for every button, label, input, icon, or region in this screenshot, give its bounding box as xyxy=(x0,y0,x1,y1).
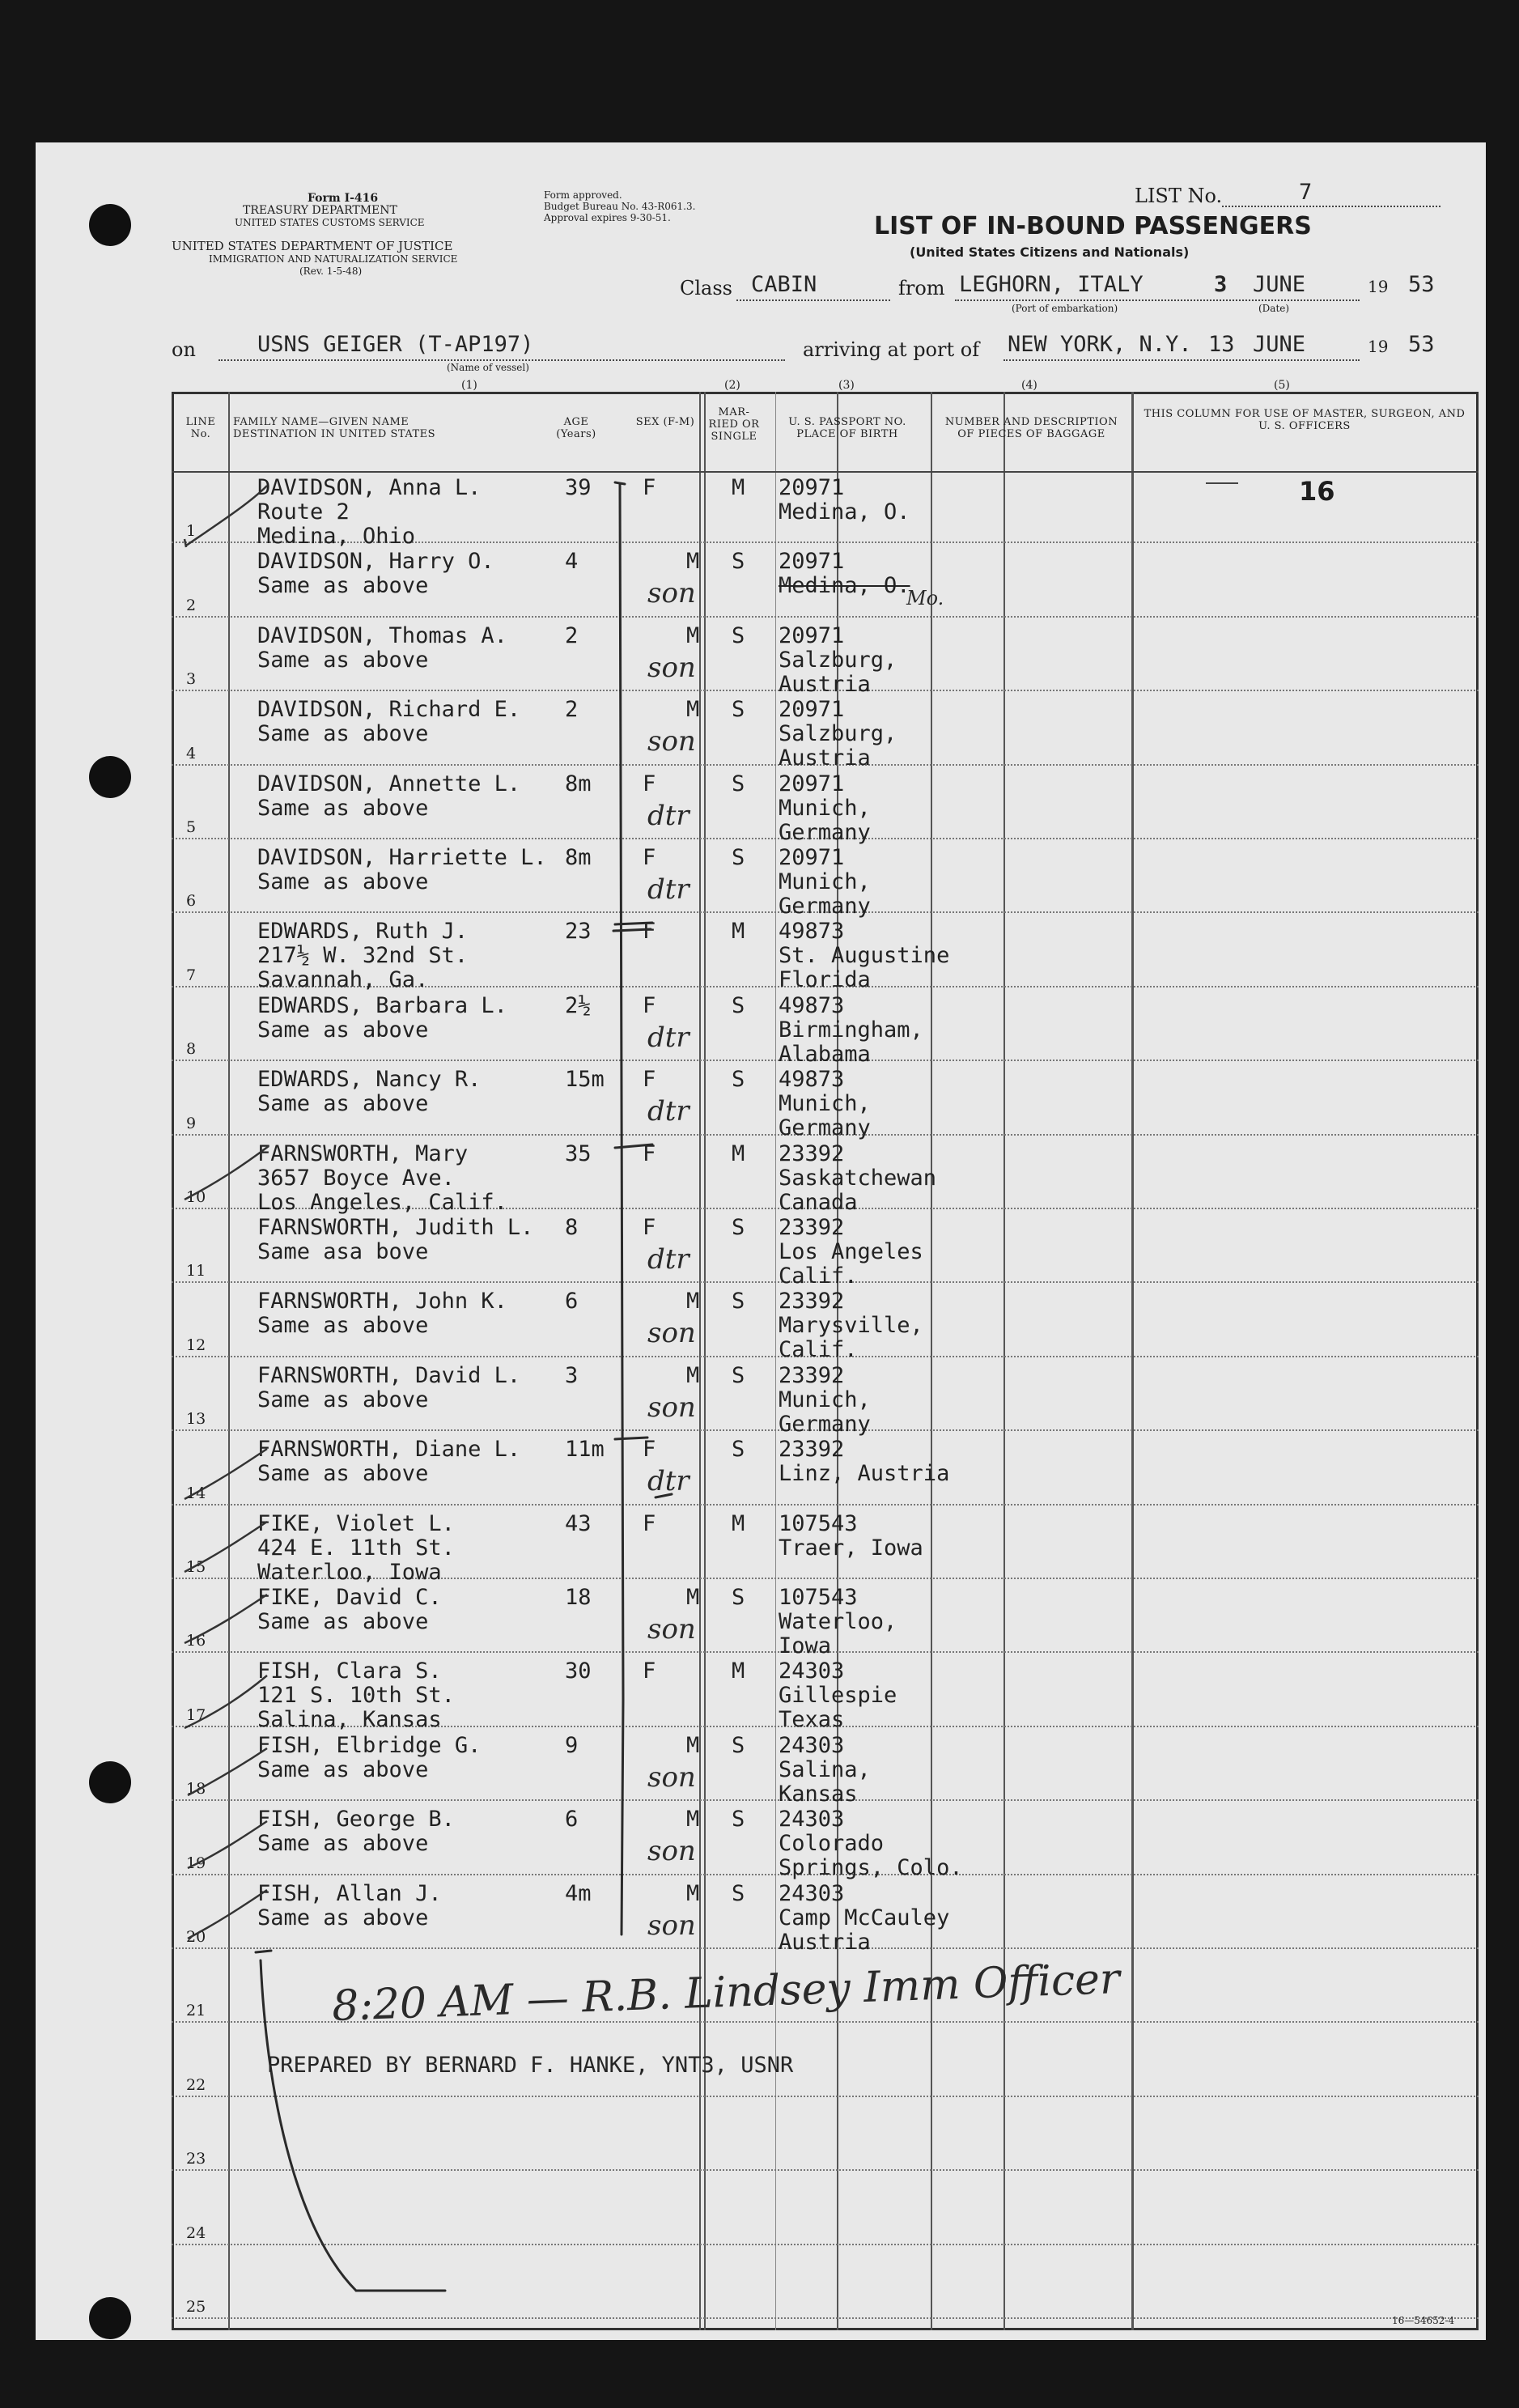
column-header-name: FAMILY NAME—GIVEN NAME DESTINATION IN UNITED STATES xyxy=(233,416,436,440)
place-of-birth: Los Angeles xyxy=(779,1239,923,1264)
arrival-year-prefix: 19 xyxy=(1368,337,1389,356)
marital-status: M xyxy=(732,475,745,500)
passport-number: 23392 xyxy=(779,1437,845,1463)
budget-bureau: Budget Bureau No. 43-R061.3. xyxy=(544,201,696,212)
passenger-sex: F xyxy=(643,771,656,796)
relationship-note: son xyxy=(647,651,696,684)
column-header-line: LINE No. xyxy=(185,416,216,440)
passenger-destination: Same as above xyxy=(257,1387,429,1412)
relationship-note: dtr xyxy=(647,1095,689,1128)
passenger-destination: Same as above xyxy=(257,1905,429,1930)
passenger-name: DAVIDSON, Thomas A. xyxy=(257,622,507,648)
passport-number: 24303 xyxy=(779,1732,845,1758)
departure-day: 3 xyxy=(1214,272,1228,297)
passenger-destination: Same asa bove xyxy=(257,1239,429,1264)
passport-number: 20971 xyxy=(779,845,845,870)
marital-status: S xyxy=(732,549,745,575)
passport-number: 20971 xyxy=(779,622,845,648)
line-number: 21 xyxy=(186,2002,206,2020)
passenger-name: DAVIDSON, Richard E. xyxy=(257,697,521,723)
passport-number: 107543 xyxy=(779,1510,858,1536)
line-number: 12 xyxy=(186,1336,206,1354)
place-of-birth: Munich, xyxy=(779,869,871,894)
passenger-sex: M xyxy=(686,1289,700,1314)
customs-service: UNITED STATES CUSTOMS SERVICE xyxy=(235,217,425,228)
place-of-birth: Munich, xyxy=(779,795,871,821)
passenger-destination: Same as above xyxy=(257,1756,429,1782)
passenger-sex: F xyxy=(643,845,656,870)
passenger-destination: Same as above xyxy=(257,647,429,673)
column-header-officers: THIS COLUMN FOR USE OF MASTER, SURGEON, AND U. S. OFFICERS xyxy=(1143,408,1466,432)
passenger-age: 6 xyxy=(565,1289,579,1314)
marital-status: S xyxy=(732,1362,745,1388)
passenger-name: FARNSWORTH, John K. xyxy=(257,1289,507,1314)
arriving-label: arriving at port of xyxy=(803,338,980,361)
line-number: 1 xyxy=(186,522,197,541)
passport-number: 20971 xyxy=(779,771,845,796)
place-of-birth: Florida xyxy=(779,967,871,993)
line-number: 6 xyxy=(186,892,197,911)
place-of-birth: Springs, Colo. xyxy=(779,1855,963,1881)
marital-status: S xyxy=(732,1732,745,1758)
passenger-age: 11m xyxy=(565,1437,605,1463)
relationship-note: son xyxy=(647,1613,696,1646)
passenger-age: 30 xyxy=(565,1658,592,1684)
passenger-destination: 424 E. 11th St. xyxy=(257,1535,455,1561)
footer-code: 16—54652-4 xyxy=(1392,2315,1455,2326)
passenger-destination: Savannah, Ga. xyxy=(257,967,429,993)
place-of-birth: St. Augustine xyxy=(779,943,950,969)
passenger-destination: 121 S. 10th St. xyxy=(257,1683,455,1709)
place-of-birth: Waterloo, xyxy=(779,1609,897,1634)
marital-status: S xyxy=(732,1289,745,1314)
passenger-destination: Same as above xyxy=(257,1017,429,1043)
passenger-destination: Same as above xyxy=(257,869,429,894)
passenger-sex: M xyxy=(686,1362,700,1388)
relationship-note: son xyxy=(647,1317,696,1350)
place-of-birth: Calif. xyxy=(779,1263,858,1289)
place-of-birth: Germany xyxy=(779,819,871,845)
port-embarkation-caption: (Port of embarkation) xyxy=(1012,303,1118,314)
relationship-note: dtr xyxy=(647,1465,689,1498)
line-number: 24 xyxy=(186,2223,206,2242)
passenger-sex: F xyxy=(643,1215,656,1240)
relationship-note: son xyxy=(647,1391,696,1424)
passenger-destination: Same as above xyxy=(257,1313,429,1339)
departure-year-prefix: 19 xyxy=(1368,277,1389,296)
column-header-passport: U. S. PASSPORT NO. PLACE OF BIRTH xyxy=(788,416,906,440)
passport-number: 49873 xyxy=(779,919,845,945)
departure-year: 53 xyxy=(1408,272,1435,297)
column-header-sex: SEX (F-M) xyxy=(635,416,695,428)
passenger-age: 23 xyxy=(565,919,592,945)
passenger-name: EDWARDS, Nancy R. xyxy=(257,1067,482,1093)
on-label: on xyxy=(172,338,196,361)
marital-status: S xyxy=(732,1215,745,1240)
passenger-sex: F xyxy=(643,919,656,945)
marital-status: S xyxy=(732,697,745,723)
passport-number: 20971 xyxy=(779,549,845,575)
passport-number: 20971 xyxy=(779,697,845,723)
passenger-age: 39 xyxy=(565,475,592,500)
marital-status: M xyxy=(732,1658,745,1684)
passenger-age: 2 xyxy=(565,697,579,723)
birthplace-correction: Mo. xyxy=(906,587,944,610)
column-header-age: AGE (Years) xyxy=(556,416,596,440)
passport-number: 23392 xyxy=(779,1362,845,1388)
line-number: 4 xyxy=(186,744,197,762)
line-number: 17 xyxy=(186,1705,206,1724)
form-revision: (Rev. 1-5-48) xyxy=(299,265,363,277)
place-of-birth: Traer, Iowa xyxy=(779,1535,923,1561)
list-no-label: LIST No. xyxy=(1135,185,1223,207)
justice-dept: UNITED STATES DEPARTMENT OF JUSTICE xyxy=(172,239,453,253)
line-number: 25 xyxy=(186,2298,206,2316)
place-of-birth: Austria xyxy=(779,745,871,771)
place-of-birth: Iowa xyxy=(779,1633,832,1658)
passenger-name: FISH, Allan J. xyxy=(257,1880,442,1906)
passport-number: 24303 xyxy=(779,1880,845,1906)
line-number: 14 xyxy=(186,1484,206,1502)
passenger-destination: 217½ W. 32nd St. xyxy=(257,943,469,969)
passenger-age: 15m xyxy=(565,1067,605,1093)
relationship-note: son xyxy=(647,725,696,758)
passenger-destination: Same as above xyxy=(257,795,429,821)
passenger-age: 8m xyxy=(565,771,592,796)
passport-number: 49873 xyxy=(779,992,845,1018)
passenger-destination: Same as above xyxy=(257,1461,429,1487)
place-of-birth: Germany xyxy=(779,1411,871,1437)
officer-tally: 16 xyxy=(1299,476,1335,507)
line-number: 5 xyxy=(186,818,197,836)
column-header-baggage: NUMBER AND DESCRIPTION OF PIECES OF BAGGAGE xyxy=(944,416,1118,440)
column-number: (3) xyxy=(838,379,855,392)
line-number: 10 xyxy=(186,1188,206,1206)
place-of-birth: Alabama xyxy=(779,1041,871,1067)
marital-status: M xyxy=(732,1140,745,1166)
passenger-name: DAVIDSON, Harriette L. xyxy=(257,845,547,870)
passenger-name: EDWARDS, Ruth J. xyxy=(257,919,469,945)
passenger-destination: Route 2 xyxy=(257,499,350,524)
place-of-birth: Saskatchewan xyxy=(779,1165,937,1191)
list-no-value: 7 xyxy=(1299,180,1313,205)
place-of-birth: Medina, O. xyxy=(779,573,910,599)
line-number: 16 xyxy=(186,1632,206,1650)
treasury-dept: TREASURY DEPARTMENT xyxy=(243,204,397,217)
column-number: (4) xyxy=(1021,379,1037,392)
from-label: from xyxy=(898,277,945,299)
passenger-sex: M xyxy=(686,549,700,575)
passenger-name: FISH, Elbridge G. xyxy=(257,1732,482,1758)
relationship-note: son xyxy=(647,1760,696,1794)
class-label: Class xyxy=(680,277,732,299)
place-of-birth: Germany xyxy=(779,1115,871,1141)
line-number: 2 xyxy=(186,596,197,614)
passenger-age: 2 xyxy=(565,622,579,648)
place-of-birth: Calif. xyxy=(779,1337,858,1363)
passport-number: 20971 xyxy=(779,475,845,500)
passport-number: 23392 xyxy=(779,1289,845,1314)
place-of-birth: Marysville, xyxy=(779,1313,923,1339)
passenger-sex: F xyxy=(643,1437,656,1463)
place-of-birth: Gillespie xyxy=(779,1683,897,1709)
place-of-birth: Colorado xyxy=(779,1831,885,1857)
passenger-destination: Waterloo, Iowa xyxy=(257,1559,442,1585)
page-title: LIST OF IN-BOUND PASSENGERS xyxy=(874,212,1312,240)
passenger-name: FISH, George B. xyxy=(257,1807,455,1833)
relationship-note: dtr xyxy=(647,873,689,906)
page-subtitle: (United States Citizens and Nationals) xyxy=(910,244,1190,260)
passenger-age: 2½ xyxy=(565,992,592,1018)
arrival-year: 53 xyxy=(1408,332,1435,357)
relationship-note: dtr xyxy=(647,1021,689,1054)
passenger-age: 4 xyxy=(565,549,579,575)
vessel-caption: (Name of vessel) xyxy=(447,362,529,373)
form-number: Form I-416 xyxy=(308,192,379,205)
passenger-name: FISH, Clara S. xyxy=(257,1658,442,1684)
line-number: 9 xyxy=(186,1114,197,1132)
passenger-name: FARNSWORTH, Judith L. xyxy=(257,1215,534,1240)
passenger-destination: Same as above xyxy=(257,721,429,747)
approval-expires: Approval expires 9-30-51. xyxy=(544,212,671,223)
form-approved: Form approved. xyxy=(544,189,622,201)
passenger-sex: M xyxy=(686,697,700,723)
passenger-name: DAVIDSON, Harry O. xyxy=(257,549,494,575)
relationship-note: son xyxy=(647,1909,696,1942)
passenger-name: EDWARDS, Barbara L. xyxy=(257,992,507,1018)
passport-number: 107543 xyxy=(779,1585,858,1610)
place-of-birth: Birmingham, xyxy=(779,1017,923,1043)
passport-number: 24303 xyxy=(779,1658,845,1684)
passenger-sex: F xyxy=(643,1658,656,1684)
port-of-embarkation: LEGHORN, ITALY xyxy=(959,272,1143,297)
passenger-name: FARNSWORTH, David L. xyxy=(257,1362,521,1388)
column-number: (5) xyxy=(1274,379,1290,392)
place-of-birth: Canada xyxy=(779,1189,858,1215)
relationship-note: son xyxy=(647,1835,696,1868)
line-number: 15 xyxy=(186,1558,206,1576)
passenger-destination: Los Angeles, Calif. xyxy=(257,1189,507,1215)
vessel-name: USNS GEIGER (T-AP197) xyxy=(257,332,534,357)
relationship-note: dtr xyxy=(647,1243,689,1276)
passport-number: 49873 xyxy=(779,1067,845,1093)
marital-status: S xyxy=(732,622,745,648)
prepared-by: PREPARED BY BERNARD F. HANKE, YNT3, USNR xyxy=(267,2053,794,2078)
arrival-port: NEW YORK, N.Y. xyxy=(1008,332,1192,357)
marital-status: S xyxy=(732,1807,745,1833)
marital-status: S xyxy=(732,1585,745,1610)
passport-number: 24303 xyxy=(779,1807,845,1833)
column-header-married: MAR-RIED OR SINGLE xyxy=(708,406,760,443)
passenger-age: 8 xyxy=(565,1215,579,1240)
marital-status: M xyxy=(732,919,745,945)
marital-status: S xyxy=(732,845,745,870)
place-of-birth: Munich, xyxy=(779,1387,871,1412)
passenger-age: 6 xyxy=(565,1807,579,1833)
relationship-note: dtr xyxy=(647,799,689,832)
line-number: 23 xyxy=(186,2150,206,2168)
line-number: 13 xyxy=(186,1410,206,1429)
passenger-age: 4m xyxy=(565,1880,592,1906)
class-value: CABIN xyxy=(751,272,817,297)
column-number: (1) xyxy=(461,379,477,392)
place-of-birth: Linz, Austria xyxy=(779,1461,950,1487)
place-of-birth: Austria xyxy=(779,1929,871,1955)
marital-status: S xyxy=(732,992,745,1018)
line-number: 11 xyxy=(186,1262,206,1280)
passenger-age: 8m xyxy=(565,845,592,870)
passenger-destination: Medina, Ohio xyxy=(257,524,416,549)
passenger-age: 43 xyxy=(565,1510,592,1536)
passenger-name: DAVIDSON, Annette L. xyxy=(257,771,521,796)
passenger-sex: M xyxy=(686,1880,700,1906)
place-of-birth: Munich, xyxy=(779,1091,871,1117)
passenger-age: 9 xyxy=(565,1732,579,1758)
passport-number: 23392 xyxy=(779,1215,845,1240)
passenger-destination: Salina, Kansas xyxy=(257,1707,442,1733)
line-number: 22 xyxy=(186,2075,206,2094)
line-number: 3 xyxy=(186,670,197,689)
marital-status: S xyxy=(732,1067,745,1093)
passenger-sex: F xyxy=(643,1140,656,1166)
line-number: 20 xyxy=(186,1928,206,1946)
passenger-name: FIKE, Violet L. xyxy=(257,1510,455,1536)
place-of-birth: Camp McCauley xyxy=(779,1905,950,1930)
passenger-sex: F xyxy=(643,1510,656,1536)
date-caption: (Date) xyxy=(1258,303,1290,314)
place-of-birth: Texas xyxy=(779,1707,845,1733)
arrival-month: JUNE xyxy=(1253,332,1306,357)
column-number: (2) xyxy=(724,379,740,392)
line-number: 8 xyxy=(186,1040,197,1059)
ins-service: IMMIGRATION AND NATURALIZATION SERVICE xyxy=(209,253,458,265)
passenger-destination: Same as above xyxy=(257,1831,429,1857)
passenger-name: FARNSWORTH, Mary xyxy=(257,1140,469,1166)
place-of-birth: Salina, xyxy=(779,1756,871,1782)
passenger-sex: M xyxy=(686,1585,700,1610)
passenger-destination: Same as above xyxy=(257,1609,429,1634)
line-number: 18 xyxy=(186,1780,206,1799)
line-number: 7 xyxy=(186,966,197,984)
passenger-sex: F xyxy=(643,475,656,500)
arrival-day: 13 xyxy=(1208,332,1235,357)
marital-status: S xyxy=(732,1880,745,1906)
check-mark-line xyxy=(615,482,625,1934)
marital-status: M xyxy=(732,1510,745,1536)
passenger-sex: M xyxy=(686,1732,700,1758)
handwritten-officer-note: 8:20 AM — R.B. Lindsey Imm Officer xyxy=(331,1955,1121,2031)
line-number: 19 xyxy=(186,1854,206,1872)
place-of-birth: Medina, O. xyxy=(779,499,910,524)
passenger-age: 35 xyxy=(565,1140,592,1166)
passenger-destination: Same as above xyxy=(257,573,429,599)
passenger-age: 18 xyxy=(565,1585,592,1610)
passenger-name: FARNSWORTH, Diane L. xyxy=(257,1437,521,1463)
passenger-sex: M xyxy=(686,1807,700,1833)
place-of-birth: Austria xyxy=(779,671,871,697)
place-of-birth: Salzburg, xyxy=(779,647,897,673)
passenger-sex: F xyxy=(643,1067,656,1093)
passenger-name: FIKE, David C. xyxy=(257,1585,442,1610)
passenger-sex: M xyxy=(686,622,700,648)
passenger-destination: Same as above xyxy=(257,1091,429,1117)
marital-status: S xyxy=(732,1437,745,1463)
place-of-birth: Germany xyxy=(779,894,871,919)
passenger-name: DAVIDSON, Anna L. xyxy=(257,475,482,500)
relationship-note: son xyxy=(647,577,696,610)
passenger-sex: F xyxy=(643,992,656,1018)
departure-month: JUNE xyxy=(1253,272,1306,297)
place-of-birth: Kansas xyxy=(779,1781,858,1807)
passenger-age: 3 xyxy=(565,1362,579,1388)
marital-status: S xyxy=(732,771,745,796)
passenger-destination: 3657 Boyce Ave. xyxy=(257,1165,455,1191)
passport-number: 23392 xyxy=(779,1140,845,1166)
place-of-birth: Salzburg, xyxy=(779,721,897,747)
